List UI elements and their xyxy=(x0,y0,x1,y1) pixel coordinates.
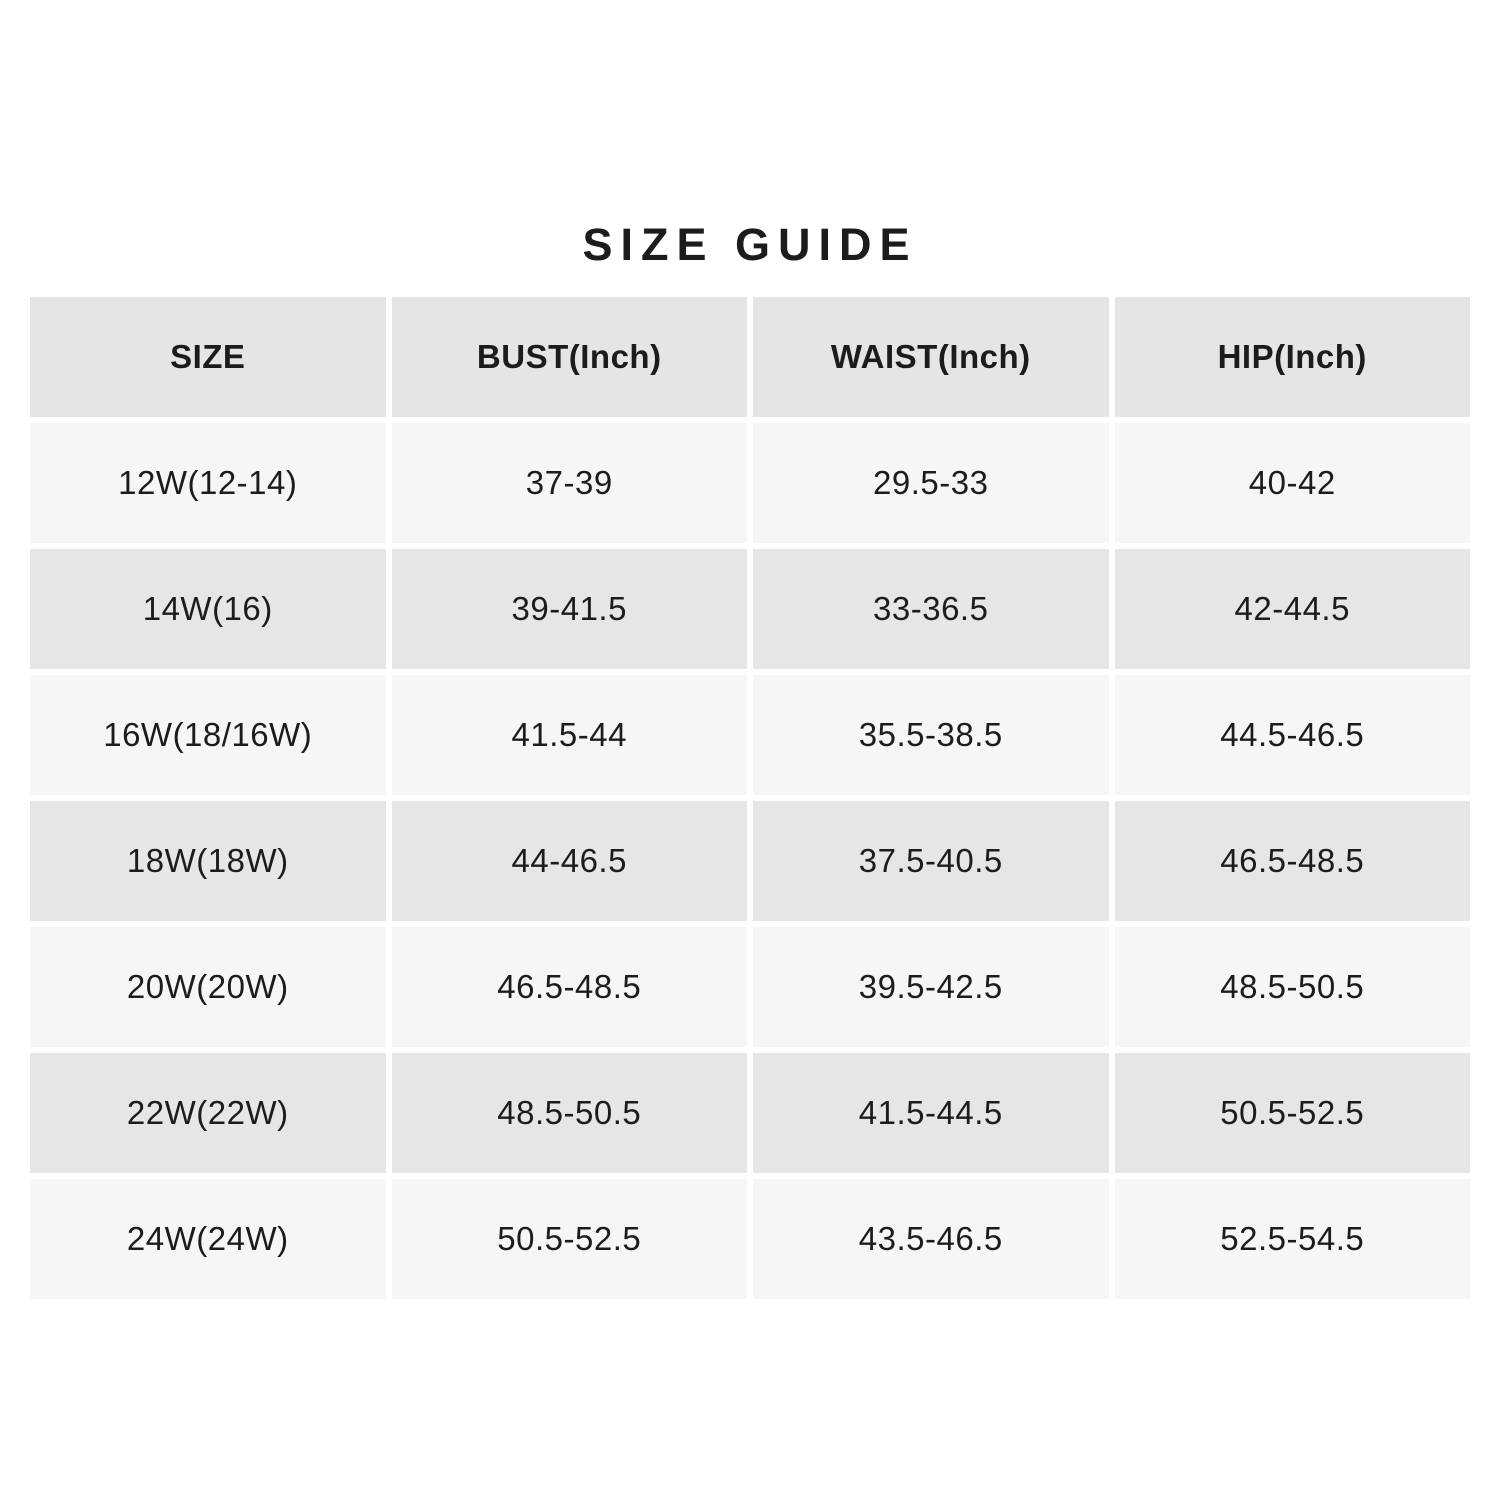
measurement-cell: 50.5-52.5 xyxy=(1115,1053,1471,1173)
size-label-cell: 20W(20W) xyxy=(30,927,386,1047)
size-label-cell: 14W(16) xyxy=(30,549,386,669)
measurement-cell: 50.5-52.5 xyxy=(392,1179,748,1299)
column-header-bust: BUST(Inch) xyxy=(392,297,748,417)
measurement-cell: 33-36.5 xyxy=(753,549,1109,669)
measurement-cell: 46.5-48.5 xyxy=(392,927,748,1047)
measurement-cell: 48.5-50.5 xyxy=(392,1053,748,1173)
column-header-size: SIZE xyxy=(30,297,386,417)
measurement-cell: 46.5-48.5 xyxy=(1115,801,1471,921)
measurement-cell: 42-44.5 xyxy=(1115,549,1471,669)
measurement-cell: 39-41.5 xyxy=(392,549,748,669)
size-label-cell: 24W(24W) xyxy=(30,1179,386,1299)
column-header-waist: WAIST(Inch) xyxy=(753,297,1109,417)
measurement-cell: 40-42 xyxy=(1115,423,1471,543)
measurement-cell: 37-39 xyxy=(392,423,748,543)
measurement-cell: 29.5-33 xyxy=(753,423,1109,543)
measurement-cell: 41.5-44.5 xyxy=(753,1053,1109,1173)
measurement-cell: 48.5-50.5 xyxy=(1115,927,1471,1047)
measurement-cell: 37.5-40.5 xyxy=(753,801,1109,921)
measurement-cell: 52.5-54.5 xyxy=(1115,1179,1471,1299)
measurement-cell: 44.5-46.5 xyxy=(1115,675,1471,795)
measurement-cell: 43.5-46.5 xyxy=(753,1179,1109,1299)
size-label-cell: 18W(18W) xyxy=(30,801,386,921)
size-guide-table xyxy=(30,297,1470,1299)
measurement-cell: 39.5-42.5 xyxy=(753,927,1109,1047)
measurement-cell: 41.5-44 xyxy=(392,675,748,795)
size-label-cell: 16W(18/16W) xyxy=(30,675,386,795)
measurement-cell: 44-46.5 xyxy=(392,801,748,921)
size-guide-title: SIZE GUIDE xyxy=(582,219,918,270)
column-header-hip: HIP(Inch) xyxy=(1115,297,1471,417)
size-label-cell: 22W(22W) xyxy=(30,1053,386,1173)
measurement-cell: 35.5-38.5 xyxy=(753,675,1109,795)
size-label-cell: 12W(12-14) xyxy=(30,423,386,543)
